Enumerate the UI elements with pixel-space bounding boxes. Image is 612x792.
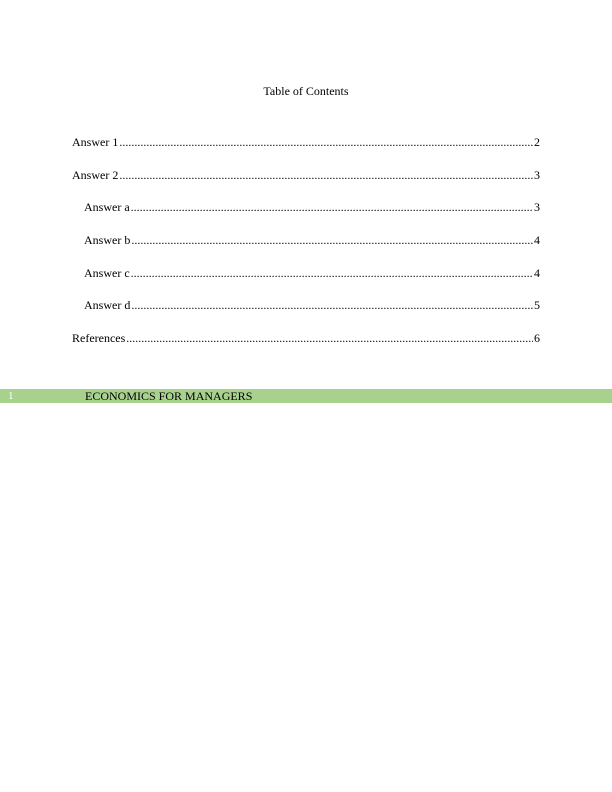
toc-dot-leader bbox=[119, 134, 533, 150]
toc-entry-label: Answer d bbox=[84, 298, 131, 312]
toc-entry-label: Answer b bbox=[84, 233, 131, 247]
toc-entry-page: 4 bbox=[534, 266, 540, 280]
toc-dot-leader bbox=[131, 199, 533, 215]
toc-entry-label: References bbox=[72, 331, 126, 345]
toc-dot-leader bbox=[126, 330, 533, 346]
toc-entry-label: Answer a bbox=[84, 200, 130, 214]
toc-entry-label: Answer 1 bbox=[72, 135, 119, 149]
toc-entry-label: Answer c bbox=[84, 266, 130, 280]
toc-entry-answer-2[interactable] bbox=[72, 167, 540, 183]
toc-entry-answer-d[interactable] bbox=[84, 297, 540, 313]
toc-entry-answer-1[interactable] bbox=[72, 134, 540, 150]
toc-entry-page: 6 bbox=[534, 331, 540, 345]
toc-entry-answer-a[interactable] bbox=[84, 199, 540, 215]
toc-dot-leader bbox=[119, 167, 533, 183]
toc-entry-page: 3 bbox=[534, 168, 540, 182]
line-number: 1 bbox=[8, 390, 14, 402]
toc-dot-leader bbox=[131, 232, 533, 248]
toc-entry-page: 2 bbox=[534, 135, 540, 149]
toc-dot-leader bbox=[131, 265, 533, 281]
toc-entry-page: 3 bbox=[534, 200, 540, 214]
toc-entry-page: 4 bbox=[534, 233, 540, 247]
toc-entry-answer-b[interactable] bbox=[84, 232, 540, 248]
running-header-band bbox=[0, 389, 612, 403]
toc-title: Table of Contents bbox=[263, 84, 349, 98]
toc-entry-label: Answer 2 bbox=[72, 168, 119, 182]
toc-entry-page: 5 bbox=[534, 298, 540, 312]
running-head: ECONOMICS FOR MANAGERS bbox=[85, 389, 253, 403]
toc-entry-answer-c[interactable] bbox=[84, 265, 540, 281]
toc-entry-references[interactable] bbox=[72, 330, 540, 346]
toc-dot-leader bbox=[131, 297, 533, 313]
